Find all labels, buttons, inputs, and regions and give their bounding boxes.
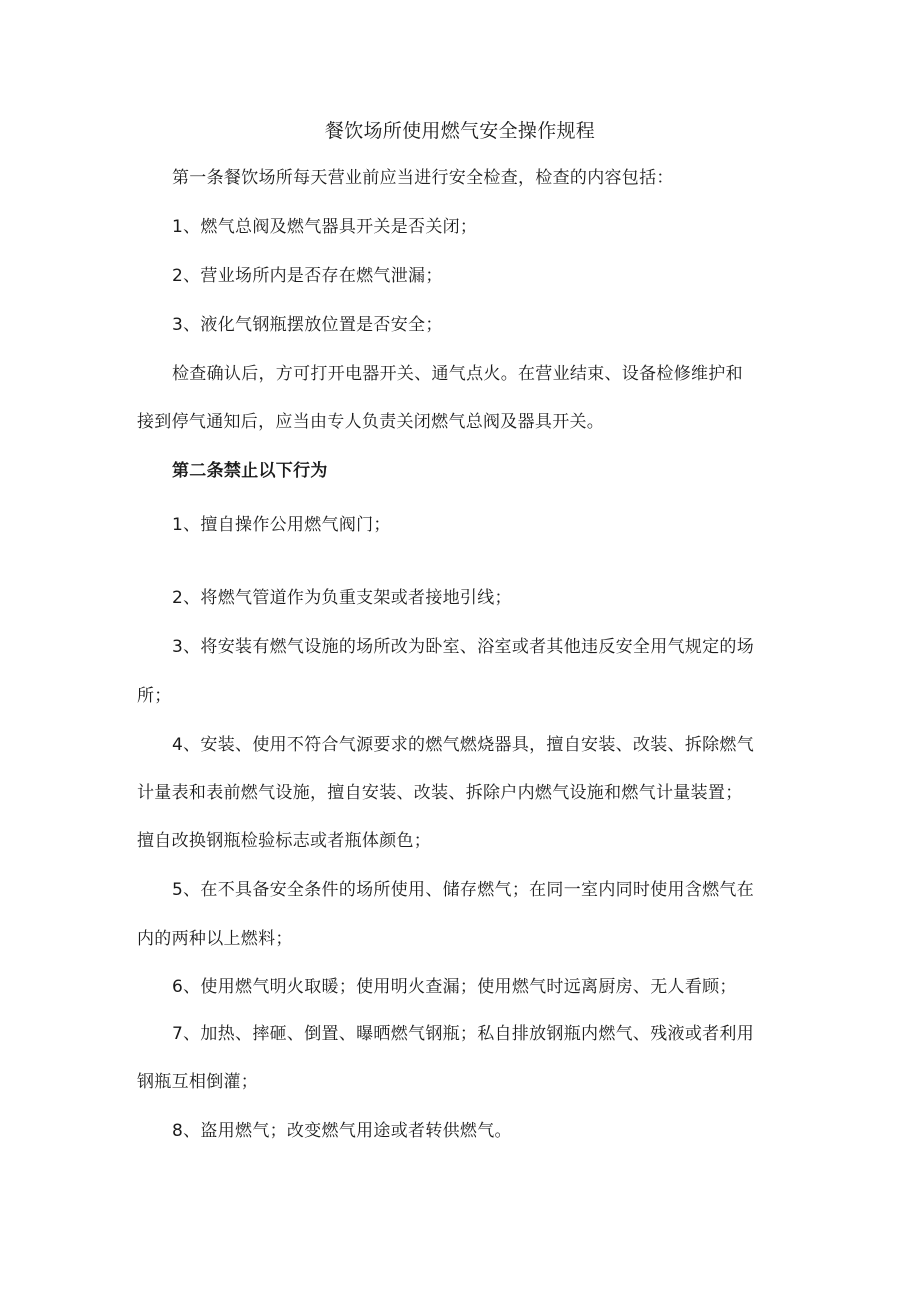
prohibited-item-4-line-1: 4、安装、使用不符合气源要求的燃气燃烧器具，擅自安装、改装、拆除燃气 bbox=[172, 735, 755, 755]
prohibited-item-3-line-2: 所； bbox=[137, 686, 172, 706]
prohibited-item-4-line-3: 擅自改换钢瓶检验标志或者瓶体颜色； bbox=[137, 831, 432, 851]
prohibited-item-4-line-2: 计量表和表前燃气设施，擅自安装、改装、拆除户内燃气设施和燃气计量装置； bbox=[137, 783, 743, 803]
prohibited-item-1: 1、擅自操作公用燃气阀门； bbox=[172, 515, 391, 535]
prohibited-item-5-line-2: 内的两种以上燃料； bbox=[137, 929, 293, 949]
prohibited-item-7-line-2: 钢瓶互相倒灌； bbox=[137, 1072, 259, 1092]
check-confirm-paragraph-line-2: 接到停气通知后，应当由专人负责关闭燃气总阀及器具开关。 bbox=[137, 412, 605, 432]
prohibited-item-6: 6、使用燃气明火取暖；使用明火查漏；使用燃气时远离厨房、无人看顾； bbox=[172, 977, 737, 997]
prohibited-item-3-line-1: 3、将安装有燃气设施的场所改为卧室、浴室或者其他违反安全用气规定的场 bbox=[172, 637, 755, 657]
article-2-heading: 第二条禁止以下行为 bbox=[172, 461, 328, 481]
check-item-3: 3、液化气钢瓶摆放位置是否安全； bbox=[172, 315, 443, 335]
prohibited-item-5-line-1: 5、在不具备安全条件的场所使用、储存燃气；在同一室内同时使用含燃气在 bbox=[172, 880, 755, 900]
article-1-intro: 第一条餐饮场所每天营业前应当进行安全检查，检查的内容包括： bbox=[172, 168, 674, 188]
check-item-1: 1、燃气总阀及燃气器具开关是否关闭； bbox=[172, 217, 478, 237]
document-title: 餐饮场所使用燃气安全操作规程 bbox=[324, 120, 596, 142]
prohibited-item-2: 2、将燃气管道作为负重支架或者接地引线； bbox=[172, 588, 512, 608]
check-item-2: 2、营业场所内是否存在燃气泄漏； bbox=[172, 266, 443, 286]
prohibited-item-7-line-1: 7、加热、摔砸、倒置、曝晒燃气钢瓶；私自排放钢瓶内燃气、残液或者利用 bbox=[172, 1024, 755, 1044]
check-confirm-paragraph-line-1: 检查确认后，方可打开电器开关、通气点火。在营业结束、设备检修维护和 bbox=[172, 364, 743, 384]
prohibited-item-8: 8、盗用燃气；改变燃气用途或者转供燃气。 bbox=[172, 1121, 512, 1141]
